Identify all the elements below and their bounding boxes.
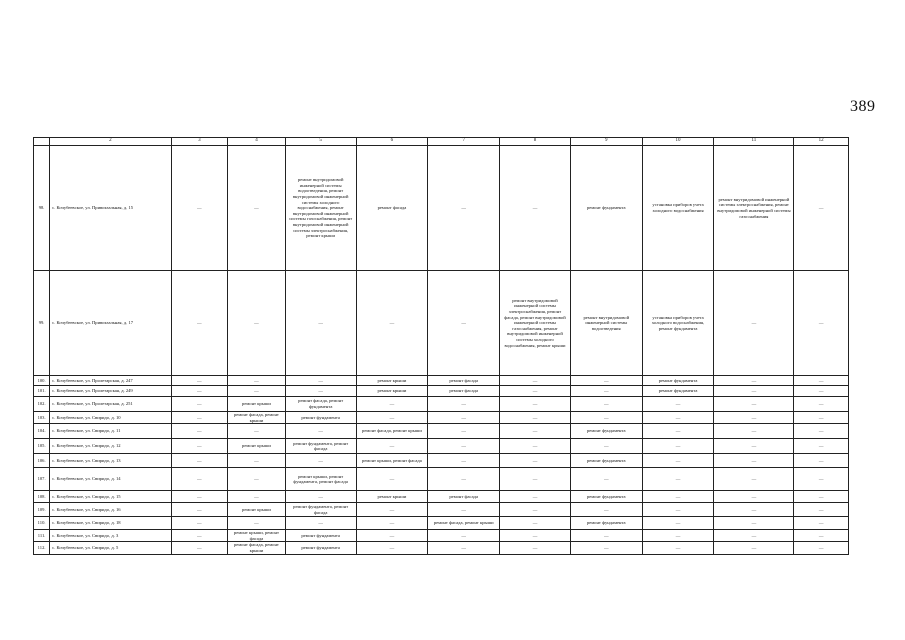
work-cell: — xyxy=(228,146,286,271)
work-cell: ремонт фундамента xyxy=(285,412,356,424)
work-cell: — xyxy=(794,439,849,454)
work-cell: — xyxy=(714,503,794,517)
work-cell: — xyxy=(642,503,714,517)
row-number-cell: 98. xyxy=(34,146,50,271)
work-cell: — xyxy=(642,542,714,554)
work-cell: — xyxy=(714,454,794,468)
work-cell: — xyxy=(794,530,849,542)
work-cell: — xyxy=(570,468,642,491)
table-row xyxy=(34,271,849,376)
work-cell: — xyxy=(171,503,228,517)
work-cell: ремонт фундамента xyxy=(570,491,642,503)
table-row xyxy=(34,397,849,412)
address-cell: с. Кочубеевское, ул. Свиридо, д. 3 xyxy=(50,530,171,542)
work-cell: — xyxy=(794,412,849,424)
work-cell: — xyxy=(642,491,714,503)
work-cell: — xyxy=(428,146,500,271)
header-row xyxy=(34,138,849,146)
work-cell: — xyxy=(714,424,794,439)
work-cell: — xyxy=(714,468,794,491)
work-cell: — xyxy=(428,542,500,554)
work-cell: ремонт внутридомовой инженерной системы электроснабжения, ремонт внутридомовой инженерной системы газоснабжения xyxy=(714,146,794,271)
work-cell: — xyxy=(500,454,571,468)
work-cell: — xyxy=(428,503,500,517)
row-number-cell: 101. xyxy=(34,386,50,397)
work-cell: — xyxy=(356,503,428,517)
work-cell: ремонт фасада xyxy=(428,491,500,503)
row-number-cell: 108. xyxy=(34,491,50,503)
work-cell: — xyxy=(171,424,228,439)
table-row xyxy=(34,517,849,530)
work-cell: — xyxy=(794,454,849,468)
work-cell: — xyxy=(228,468,286,491)
table-row xyxy=(34,503,849,517)
work-cell: — xyxy=(794,468,849,491)
work-cell: ремонт крыши xyxy=(356,376,428,386)
address-cell: с. Кочубеевское, ул. Пролетарская, д. 249 xyxy=(50,386,171,397)
work-cell: — xyxy=(171,271,228,376)
work-cell: ремонт фасада, ремонт крыши xyxy=(228,412,286,424)
work-cell: ремонт фасада, ремонт крыши xyxy=(428,517,500,530)
work-cell: ремонт фундамента xyxy=(642,376,714,386)
work-cell: — xyxy=(500,386,571,397)
table-row xyxy=(34,424,849,439)
work-cell: ремонт фундамента, ремонт фасада xyxy=(285,503,356,517)
work-cell: — xyxy=(642,517,714,530)
row-number-cell: 103. xyxy=(34,412,50,424)
address-cell: с. Кочубеевское, ул. Привокзальная, д. 15 xyxy=(50,146,171,271)
work-cell: — xyxy=(356,517,428,530)
row-number-cell: 111. xyxy=(34,530,50,542)
work-cell: установка приборов учета холодного водоснабжения, ремонт фундамента xyxy=(642,271,714,376)
work-cell: — xyxy=(570,542,642,554)
work-cell: — xyxy=(428,271,500,376)
column-header: 2 xyxy=(50,138,171,146)
column-header: 7 xyxy=(428,138,500,146)
work-cell: — xyxy=(714,439,794,454)
address-cell: с. Кочубеевское, ул. Свиридо, д. 18 xyxy=(50,517,171,530)
work-cell: — xyxy=(794,146,849,271)
work-cell: — xyxy=(714,376,794,386)
work-cell: — xyxy=(642,468,714,491)
address-cell: с. Кочубеевское, ул. Пролетарская, д. 251 xyxy=(50,397,171,412)
work-cell: — xyxy=(714,386,794,397)
work-cell: — xyxy=(356,530,428,542)
work-cell: — xyxy=(714,271,794,376)
work-cell: — xyxy=(714,517,794,530)
address-cell: с. Кочубеевское, ул. Свиридо, д. 15 xyxy=(50,491,171,503)
work-cell: — xyxy=(428,454,500,468)
work-cell: — xyxy=(228,491,286,503)
table-row xyxy=(34,530,849,542)
address-cell: с. Кочубеевское, ул. Привокзальная, д. 17 xyxy=(50,271,171,376)
table-row xyxy=(34,412,849,424)
work-cell: ремонт фасада, ремонт крыши xyxy=(228,542,286,554)
column-header: 9 xyxy=(570,138,642,146)
work-cell: — xyxy=(794,424,849,439)
table-row xyxy=(34,439,849,454)
work-cell: ремонт крыши xyxy=(228,503,286,517)
work-cell: — xyxy=(356,397,428,412)
work-cell: — xyxy=(285,271,356,376)
work-cell: — xyxy=(570,376,642,386)
work-cell: — xyxy=(171,397,228,412)
work-cell: ремонт внутридомовой инженерной системы электроснабжения, ремонт фасада, ремонт внутридомовой инженерной системы газоснабжения, ремонт внутридомовой инженерной системы холодного водоснабжения, ремонт крыши xyxy=(500,271,571,376)
work-cell: ремонт фундамента xyxy=(285,542,356,554)
row-number-cell: 112. xyxy=(34,542,50,554)
work-cell: — xyxy=(570,386,642,397)
table-row xyxy=(34,146,849,271)
work-cell: — xyxy=(794,271,849,376)
work-cell: — xyxy=(570,412,642,424)
work-cell: ремонт внутридомовой инженерной системы водоотведения xyxy=(570,271,642,376)
work-cell: — xyxy=(500,424,571,439)
work-cell: ремонт крыши, ремонт фундамента, ремонт фасада xyxy=(285,468,356,491)
column-header: 6 xyxy=(356,138,428,146)
work-cell: — xyxy=(285,424,356,439)
work-cell: — xyxy=(285,517,356,530)
work-cell: — xyxy=(428,424,500,439)
column-header xyxy=(34,138,50,146)
work-cell: — xyxy=(428,468,500,491)
work-cell: — xyxy=(356,468,428,491)
work-cell: — xyxy=(500,503,571,517)
work-cell: — xyxy=(794,542,849,554)
address-cell: с. Кочубеевское, ул. Свиридо, д. 13 xyxy=(50,454,171,468)
work-cell: ремонт фасада, ремонт крыши xyxy=(356,424,428,439)
work-cell: — xyxy=(228,454,286,468)
row-number-cell: 102. xyxy=(34,397,50,412)
column-header: 3 xyxy=(171,138,228,146)
work-cell: — xyxy=(500,376,571,386)
work-cell: — xyxy=(171,468,228,491)
work-cell: — xyxy=(794,503,849,517)
work-cell: — xyxy=(171,439,228,454)
work-cell: — xyxy=(500,439,571,454)
work-cell: — xyxy=(714,530,794,542)
row-number-cell: 100. xyxy=(34,376,50,386)
work-cell: — xyxy=(171,412,228,424)
work-cell: — xyxy=(794,517,849,530)
work-cell: — xyxy=(171,542,228,554)
work-cell: ремонт крыши, ремонт фасада xyxy=(356,454,428,468)
work-cell: ремонт фасада xyxy=(428,386,500,397)
work-cell: — xyxy=(228,517,286,530)
work-cell: ремонт фундамента, ремонт фасада xyxy=(285,439,356,454)
work-cell: — xyxy=(714,542,794,554)
table-row xyxy=(34,386,849,397)
table-row xyxy=(34,454,849,468)
work-cell: ремонт фундамента xyxy=(570,454,642,468)
row-number-cell: 107. xyxy=(34,468,50,491)
work-cell: — xyxy=(356,542,428,554)
work-cell: — xyxy=(570,439,642,454)
work-cell: — xyxy=(356,439,428,454)
work-cell: — xyxy=(500,412,571,424)
work-cell: ремонт фасада xyxy=(428,376,500,386)
address-cell: с. Кочубеевское, ул. Свиридо, д. 14 xyxy=(50,468,171,491)
work-cell: — xyxy=(794,491,849,503)
work-cell: — xyxy=(642,424,714,439)
work-cell: установка приборов учета холодного водоснабжения xyxy=(642,146,714,271)
work-cell: — xyxy=(356,412,428,424)
address-cell: с. Кочубеевское, ул. Свиридо, д. 11 xyxy=(50,424,171,439)
work-cell: — xyxy=(356,271,428,376)
work-cell: — xyxy=(642,454,714,468)
work-cell: — xyxy=(428,530,500,542)
work-cell: — xyxy=(714,397,794,412)
work-cell: — xyxy=(500,491,571,503)
work-cell: — xyxy=(570,530,642,542)
work-cell: ремонт крыши xyxy=(356,491,428,503)
column-header: 4 xyxy=(228,138,286,146)
works-table xyxy=(33,137,849,555)
row-number-cell: 104. xyxy=(34,424,50,439)
address-cell: с. Кочубеевское, ул. Свиридо, д. 5 xyxy=(50,542,171,554)
work-cell: — xyxy=(285,376,356,386)
work-cell: — xyxy=(285,454,356,468)
work-cell: — xyxy=(642,412,714,424)
work-cell: — xyxy=(794,397,849,412)
column-header: 5 xyxy=(285,138,356,146)
work-cell: ремонт фасада, ремонт фундамента xyxy=(285,397,356,412)
work-cell: — xyxy=(500,517,571,530)
work-cell: — xyxy=(228,376,286,386)
work-cell: ремонт внутридомовой инженерной системы водоотведения, ремонт внутридомовой инженерной системы холодного водоснабжения, ремонт внутридомовой инженерной системы газоснабжения, ремонт внутридомовой инженерной системы электроснабжения, ремонт крыши xyxy=(285,146,356,271)
work-cell: — xyxy=(171,146,228,271)
column-header: 10 xyxy=(642,138,714,146)
work-cell: — xyxy=(500,468,571,491)
work-cell: — xyxy=(171,530,228,542)
work-cell: — xyxy=(642,439,714,454)
work-cell: ремонт крыши xyxy=(356,386,428,397)
work-cell: ремонт фундамента xyxy=(570,424,642,439)
work-cell: — xyxy=(171,376,228,386)
work-cell: — xyxy=(171,517,228,530)
table-row xyxy=(34,542,849,554)
page-number: 389 xyxy=(850,98,876,115)
work-cell: — xyxy=(228,424,286,439)
work-cell: — xyxy=(714,491,794,503)
work-cell: ремонт фасада xyxy=(356,146,428,271)
work-cell: — xyxy=(428,439,500,454)
work-cell: ремонт фундамента xyxy=(570,146,642,271)
work-cell: ремонт фундамента xyxy=(642,386,714,397)
work-cell: — xyxy=(428,412,500,424)
work-cell: — xyxy=(285,386,356,397)
work-cell: — xyxy=(228,271,286,376)
work-cell: — xyxy=(171,454,228,468)
column-header: 11 xyxy=(714,138,794,146)
work-cell: — xyxy=(500,530,571,542)
work-cell: — xyxy=(171,491,228,503)
row-number-cell: 106. xyxy=(34,454,50,468)
work-cell: — xyxy=(570,397,642,412)
column-header: 8 xyxy=(500,138,571,146)
work-cell: — xyxy=(714,412,794,424)
table-row xyxy=(34,376,849,386)
table-row xyxy=(34,468,849,491)
work-cell: — xyxy=(171,386,228,397)
row-number-cell: 109. xyxy=(34,503,50,517)
work-cell: — xyxy=(285,491,356,503)
work-cell: — xyxy=(500,146,571,271)
work-cell: — xyxy=(570,503,642,517)
address-cell: с. Кочубеевское, ул. Свиридо, д. 16 xyxy=(50,503,171,517)
work-cell: — xyxy=(500,542,571,554)
work-cell: — xyxy=(642,397,714,412)
row-number-cell: 110. xyxy=(34,517,50,530)
work-cell: — xyxy=(228,386,286,397)
work-cell: ремонт крыши xyxy=(228,439,286,454)
address-cell: с. Кочубеевское, ул. Пролетарская, д. 247 xyxy=(50,376,171,386)
work-cell: ремонт фундамента xyxy=(285,530,356,542)
work-cell: — xyxy=(794,376,849,386)
address-cell: с. Кочубеевское, ул. Свиридо, д. 10 xyxy=(50,412,171,424)
table-row xyxy=(34,491,849,503)
row-number-cell: 105. xyxy=(34,439,50,454)
work-cell: — xyxy=(794,386,849,397)
row-number-cell: 99. xyxy=(34,271,50,376)
work-cell: — xyxy=(428,397,500,412)
work-cell: ремонт крыши, ремонт фасада xyxy=(228,530,286,542)
work-cell: ремонт крыши xyxy=(228,397,286,412)
work-cell: — xyxy=(642,530,714,542)
work-cell: — xyxy=(500,397,571,412)
address-cell: с. Кочубеевское, ул. Свиридо, д. 12 xyxy=(50,439,171,454)
work-cell: ремонт фундамента xyxy=(570,517,642,530)
column-header: 12 xyxy=(794,138,849,146)
